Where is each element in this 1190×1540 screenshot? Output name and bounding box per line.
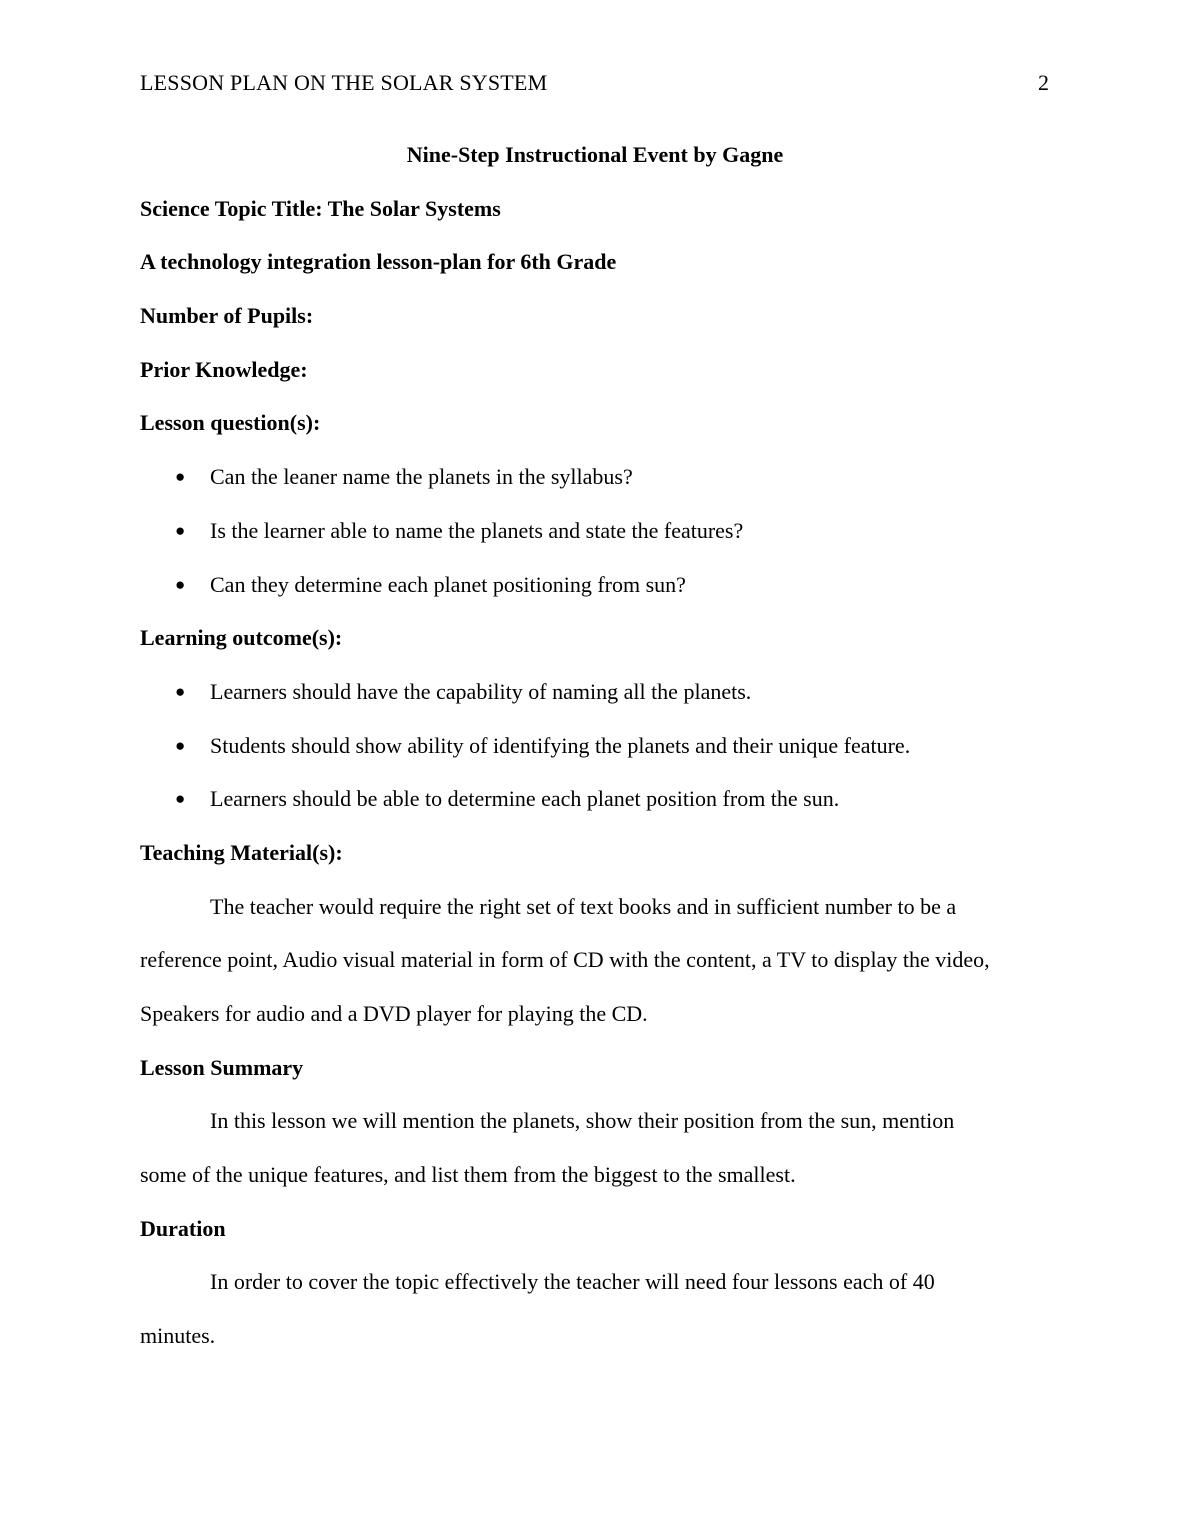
running-head: LESSON PLAN ON THE SOLAR SYSTEM: [140, 70, 548, 95]
prior-knowledge-heading: Prior Knowledge:: [140, 356, 308, 382]
paragraph-line: The teacher would require the right set of text books and in sufficient number to be a: [210, 893, 957, 919]
number-of-pupils-heading: Number of Pupils:: [140, 303, 314, 329]
science-topic-heading: Science Topic Title: The Solar Systems: [140, 195, 501, 221]
list-item-text: Can they determine each planet positioning from sun?: [210, 571, 686, 597]
page-number: 2: [1038, 70, 1049, 95]
paragraph-line: some of the unique features, and list them from the biggest to the smallest.: [140, 1162, 796, 1188]
teaching-materials-paragraph: [140, 880, 1050, 1041]
plan-for-heading: A technology integration lesson-plan for 6th Grade: [140, 249, 617, 275]
list-item-text: Can the leaner name the planets in the syllabus?: [210, 464, 633, 490]
lesson-summary-paragraph: [140, 1094, 1050, 1201]
teaching-materials-heading: Teaching Material(s):: [140, 839, 343, 865]
learning-outcomes-list: [140, 665, 1050, 826]
paragraph-line: minutes.: [140, 1323, 216, 1349]
duration-heading: Duration: [140, 1215, 226, 1241]
list-item: [140, 558, 1050, 612]
paragraph-line: In order to cover the topic effectively the teacher will need four lessons each of 40: [210, 1269, 935, 1295]
list-item: [140, 772, 1050, 826]
bullet-icon: ●: [175, 520, 186, 540]
bullet-icon: ●: [175, 574, 186, 594]
learning-outcomes-heading: Learning outcome(s):: [140, 625, 343, 651]
list-item-text: Learners should be able to determine each planet position from the sun.: [210, 786, 840, 812]
list-item-text: Is the learner able to name the planets and state the features?: [210, 517, 744, 543]
duration-paragraph: [140, 1255, 1050, 1362]
paragraph-line: In this lesson we will mention the planets, show their position from the sun, mention: [210, 1108, 955, 1134]
list-item: [140, 665, 1050, 719]
lesson-questions-heading: Lesson question(s):: [140, 410, 321, 436]
document-title: Nine-Step Instructional Event by Gagne: [406, 142, 784, 167]
bullet-icon: ●: [175, 735, 186, 755]
bullet-icon: ●: [175, 681, 186, 701]
bullet-icon: ●: [175, 789, 186, 809]
document-body: [140, 128, 1050, 1363]
list-item-text: Students should show ability of identifying the planets and their unique feature.: [210, 732, 911, 758]
list-item-text: Learners should have the capability of naming all the planets.: [210, 678, 752, 704]
list-item: [140, 504, 1050, 558]
list-item: [140, 719, 1050, 773]
lesson-questions-list: [140, 450, 1050, 611]
lesson-summary-heading: Lesson Summary: [140, 1054, 304, 1080]
bullet-icon: ●: [175, 467, 186, 487]
paragraph-line: reference point, Audio visual material in form of CD with the content, a TV to display the video,: [140, 947, 990, 973]
paragraph-line: Speakers for audio and a DVD player for playing the CD.: [140, 1001, 648, 1026]
list-item: [140, 450, 1050, 504]
